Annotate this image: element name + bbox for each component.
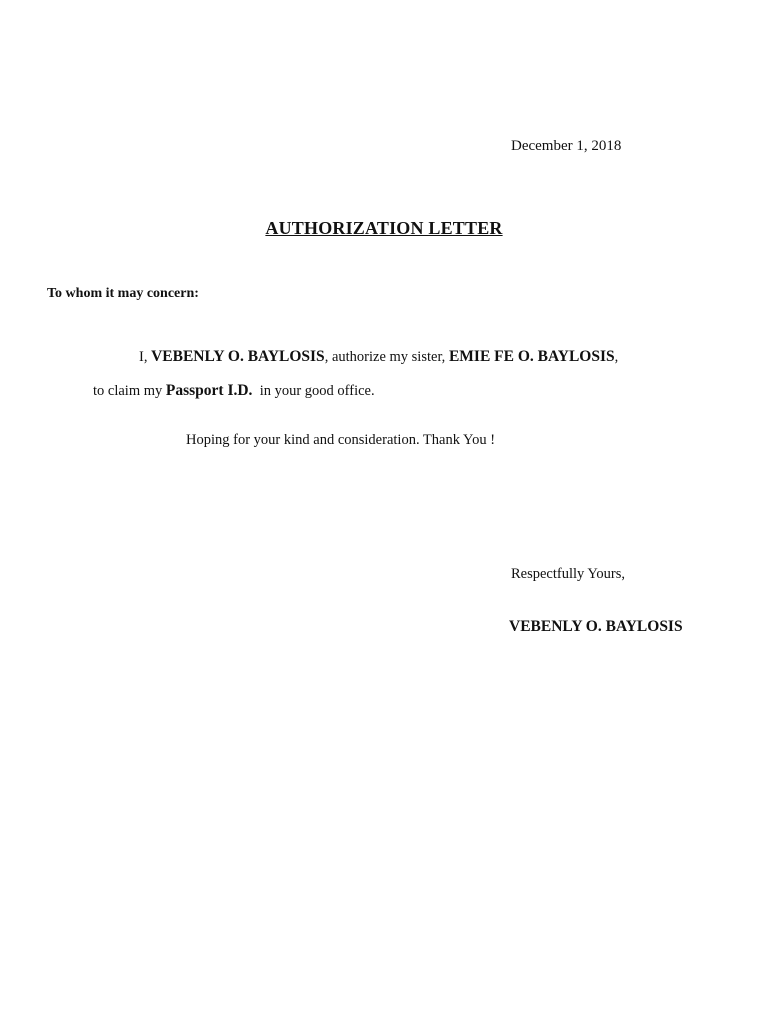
signature-name: VEBENLY O. BAYLOSIS: [509, 618, 683, 635]
complimentary-close: Respectfully Yours,: [511, 566, 625, 582]
authorized-name: EMIE FE O. BAYLOSIS: [448, 348, 615, 365]
salutation: To whom it may concern:: [47, 286, 199, 301]
sentence-middle: , authorize my sister,: [324, 349, 449, 365]
sentence-prefix: I,: [139, 349, 152, 365]
letter-title: AUTHORIZATION LETTER: [265, 218, 503, 238]
claim-suffix: in your good office.: [252, 383, 375, 399]
closing-sentence: Hoping for your kind and consideration. Thank You !: [186, 432, 496, 448]
claim-prefix: to claim my: [93, 383, 166, 399]
authorizer-name: VEBENLY O. BAYLOSIS: [151, 348, 325, 365]
letter-date: December 1, 2018: [511, 138, 622, 154]
sentence-suffix: ,: [614, 349, 619, 365]
claim-item: Passport I.D.: [165, 382, 253, 399]
authorization-sentence: [139, 348, 618, 366]
claim-sentence: [93, 382, 375, 400]
